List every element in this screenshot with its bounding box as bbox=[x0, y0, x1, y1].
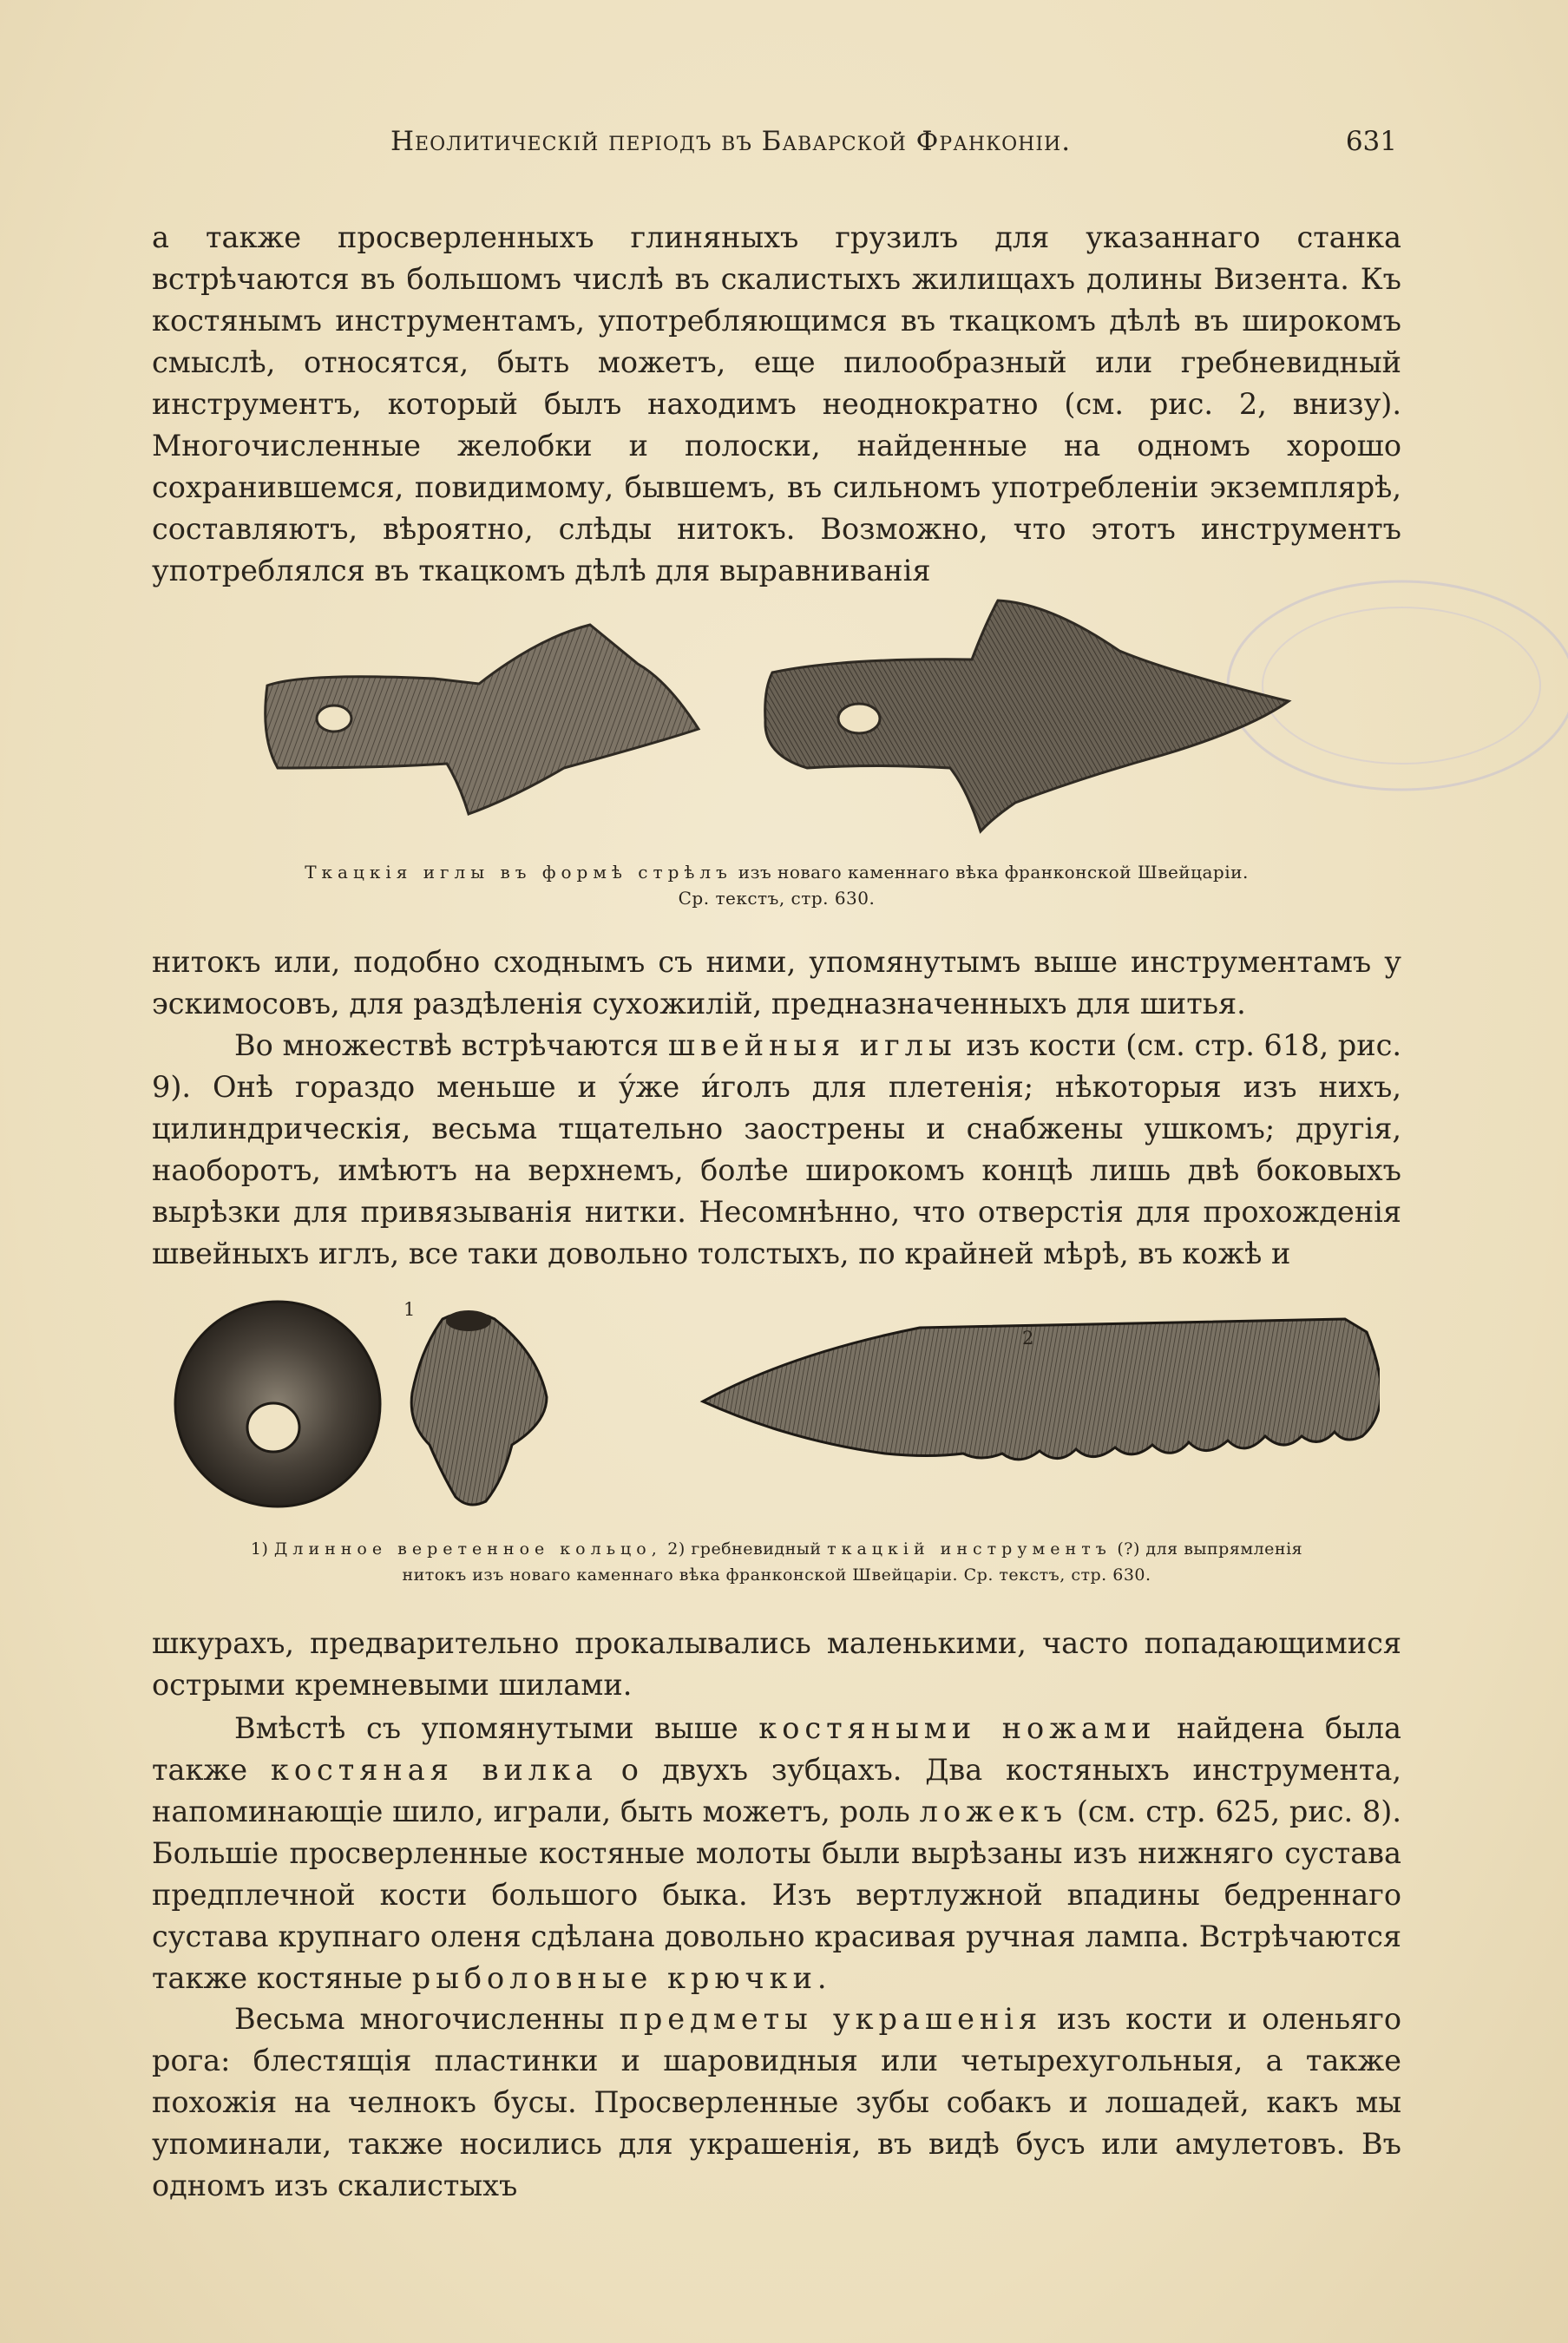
figure2-caption-end: (?) для выпрямленія bbox=[1117, 1539, 1303, 1559]
term-sewing-needles: швейныя иглы bbox=[667, 1028, 957, 1062]
paragraph-4: шкурахъ, предварительно прокалывались маленькими, часто попадающимися острыми кремневыми шилами. bbox=[152, 1626, 1401, 1702]
term-ornaments: предметы украшенія bbox=[619, 2002, 1043, 2036]
paragraph-5-a: Вмѣстѣ съ упомянутыми выше bbox=[234, 1711, 738, 1745]
figure2-caption-spaced-1: Длинное веретенное кольцо, bbox=[273, 1539, 662, 1559]
header-title: Неолитическій періодъ въ Баварской Франконіи. bbox=[390, 126, 1072, 157]
paragraph-5-d: (см. стр. 625, рис. 8). Большіе просверленные костяные молоты были вырѣзаны изъ нижняго сустава предплечной кости большого быка. Изъ вертлужной впадины бедреннаго сустава крупнаго оленя сдѣлана довольно красивая ручная лампа. Встрѣчаются также костяные bbox=[152, 1795, 1402, 1995]
comb-tool bbox=[703, 1319, 1380, 1460]
paragraph-2: нитокъ или, подобно сходнымъ съ ними, упомянутымъ выше инструментамъ у эскимосовъ, для раздѣленія сухожилій, предназначенныхъ для шитья. bbox=[152, 945, 1401, 1021]
figure2-label-2: 2 bbox=[1022, 1328, 1034, 1349]
paragraph-6 bbox=[152, 1998, 1401, 2207]
term-fish-hooks: рыболовные крючки. bbox=[411, 1961, 832, 1995]
term-bone-knives: костяными ножами bbox=[758, 1711, 1157, 1745]
figure2-caption-spaced-2: ткацкій инструментъ bbox=[827, 1539, 1112, 1559]
term-bone-fork: костяная вилка bbox=[270, 1753, 598, 1787]
paragraph-5 bbox=[152, 1708, 1401, 1999]
figure1-caption-spaced: Ткацкія иглы въ формѣ стрѣлъ bbox=[305, 862, 732, 883]
figure1-caption bbox=[148, 859, 1406, 911]
paragraph-6-a: Весьма многочисленны bbox=[234, 2002, 605, 2036]
arrow-needle-left bbox=[266, 625, 699, 814]
arrow-needle-right bbox=[765, 601, 1289, 831]
page-number: 631 bbox=[1345, 126, 1397, 157]
figure2-caption-num1: 1) bbox=[250, 1539, 269, 1559]
figure2-caption bbox=[148, 1536, 1406, 1588]
paragraph-5-c: о двухъ зубцахъ. Два костяныхъ инструмента, напоминающіе шило, играли, быть можетъ, роль bbox=[152, 1753, 1402, 1828]
figure-whorl-and-comb bbox=[165, 1293, 1380, 1519]
paragraph-6-b: изъ кости и оленьяго рога: блестящія пластинки и шаровидныя или четырехугольныя, а также похожія на челнокъ бусы. Просверленные зубы собакъ и лошадей, какъ мы упоминали, также носились для украшенія, въ видѣ бусъ или амулетовъ. Въ одномъ изъ скалистыхъ bbox=[152, 2002, 1401, 2202]
paragraph-5-b: найдена была также bbox=[152, 1711, 1402, 1787]
figure1-caption-rest: изъ новаго каменнаго вѣка франконской Швейцаріи. bbox=[738, 862, 1249, 883]
paragraph-3-start: Во множествѣ встрѣчаются bbox=[234, 1028, 659, 1062]
figure-arrow-needles bbox=[252, 590, 1310, 850]
running-header bbox=[156, 126, 1397, 169]
figure2-label-1: 1 bbox=[403, 1299, 416, 1320]
figure1-caption-line2: Ср. текстъ, стр. 630. bbox=[678, 888, 876, 909]
figure2-caption-line2: нитокъ изъ новаго каменнаго вѣка франконской Швейцаріи. Ср. текстъ, стр. 630. bbox=[402, 1565, 1151, 1585]
paragraph-3-rest: изъ кости (см. стр. 618, рис. 9). Онѣ гораздо меньше и у́же и́голъ для плетенія; нѣкоторыя изъ нихъ, цилиндрическія, весьма тщательно заострены и снабжены ушкомъ; другія, наоборотъ, имѣютъ на верхнемъ, болѣе широкомъ концѣ лишь двѣ боковыхъ вырѣзки для привязыванія нитки. Несомнѣнно, что отверстія для прохожденія швейныхъ иглъ, все таки довольно толстыхъ, по крайней мѣрѣ, въ кожѣ и bbox=[152, 1028, 1401, 1270]
figure2-caption-mid: 2) гребневидный bbox=[667, 1539, 822, 1559]
paragraph-3 bbox=[152, 1025, 1401, 1275]
spindle-whorl-top-view bbox=[175, 1302, 380, 1506]
paragraph-1: а также просверленныхъ глиняныхъ грузилъ для указаннаго станка встрѣчаются въ большомъ числѣ въ скалистыхъ жилищахъ долины Визента. Къ костянымъ инструментамъ, употребляющимся въ ткацкомъ дѣлѣ въ широкомъ смыслѣ, относятся, быть можетъ, еще пилообразный или гребневидный инструментъ, который былъ находимъ неоднократно (см. рис. 2, внизу). Многочисленные желобки и полоски, найденные на одномъ хорошо сохранившемся, повидимому, бывшемъ, въ сильномъ употребленіи экземплярѣ, составляютъ, вѣроятно, слѣды нитокъ. Возможно, что этотъ инструментъ употреблялся въ ткацкомъ дѣлѣ для выравниванія bbox=[152, 220, 1401, 587]
spindle-whorl-side-view bbox=[411, 1310, 547, 1505]
term-spoons: ложекъ bbox=[919, 1795, 1068, 1828]
